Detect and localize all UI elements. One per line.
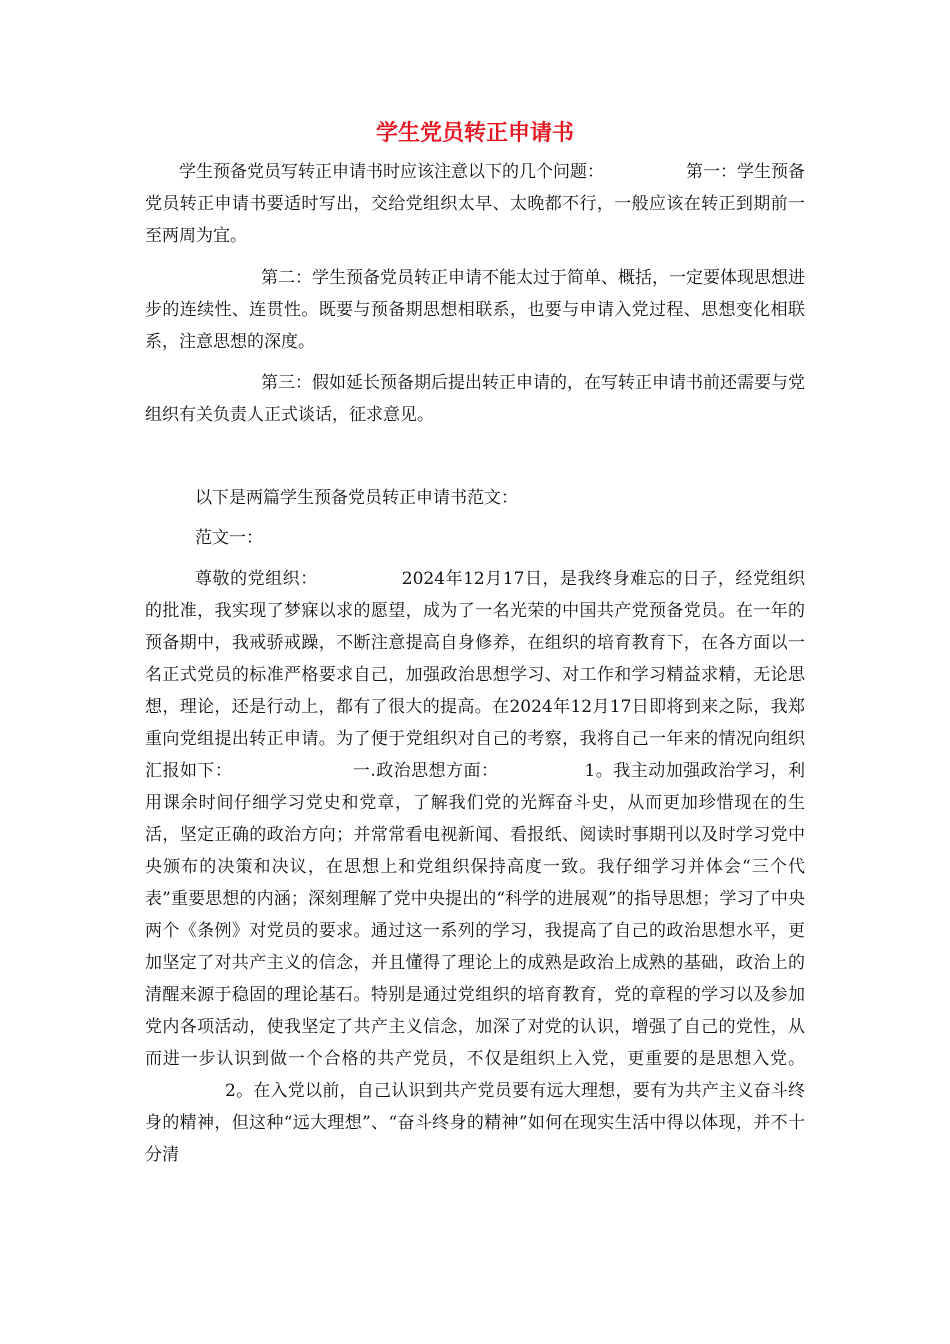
- point3-paragraph: 第三：假如延长预备期后提出转正申请的，在写转正申请书前还需要与党组织有关负责人正式谈话，征求意见。: [145, 373, 805, 425]
- samples-intro: 以下是两篇学生预备党员转正申请书范文：: [195, 488, 518, 508]
- heading-politics: 一.政治思想方面：: [352, 761, 499, 781]
- sample1-part2: 1。我主动加强政治学习，利用课余时间仔细学习党史和党章，了解我们党的光辉奋斗史，从而更加珍惜现在的生活，坚定正确的政治方向；并常常看电视新闻、看报纸、阅读时事期刊以及时学习党中央颁布的决策和决议，在思想上和党组织保持高度一致。我仔细学习并体会“三个代表”重要思想的内涵；深刻理解了党中央提出的“科学的进展观”的指导思想；学习了中央两个《条例》对党员的要求。通过这一系列的学习，我提高了自己的政治思想水平，更加坚定了对共产主义的信念，并且懂得了理论上的成熟是政治上成熟的基础，政治上的清醒来源于稳固的理论基石。特别是通过党组织的培育教育，党的章程的学习以及参加党内各项活动，使我坚定了共产主义信念，加深了对党的认识，增强了自己的党性，从而进一步认识到做一个合格的共产党员，不仅是组织上入党，更重要的是思想入党。: [145, 761, 806, 1069]
- point2-paragraph: 第二：学生预备党员转正申请不能太过于简单、概括，一定要体现思想进步的连续性、连贯性。既要与预备期思想相联系，也要与申请入党过程、思想变化相联系，注意思想的深度。: [145, 268, 805, 352]
- salutation: 尊敬的党组织：: [195, 569, 318, 589]
- point1-text: 学生预备党员转正申请书要适时写出，交给党组织太早、太晚都不行，一般应该在转正到期前一至两周为宜。: [145, 162, 805, 246]
- sample1-body: [145, 563, 805, 1171]
- point1-label: 第一：: [686, 162, 737, 182]
- intro-lead: 学生预备党员写转正申请书时应该注意以下的几个问题：: [179, 162, 604, 182]
- sample1-part3: 2。在入党以前，自己认识到共产党员要有远大理想，要有为共产主义奋斗终身的精神，但这种“远大理想”、“奋斗终身的精神”如何在现实生活中得以体现，并不十分清: [145, 1081, 805, 1165]
- intro-paragraph: [145, 156, 805, 252]
- document-title: 学生党员转正申请书: [375, 121, 574, 146]
- sample1-part1: 2024年12月17日，是我终身难忘的日子，经党组织的批准，我实现了梦寐以求的愿望，成为了一名光荣的中国共产党预备党员。在一年的预备期中，我戒骄戒躁，不断注意提高自身修养，在组织的培育教育下，在各方面以一名正式党员的标准严格要求自己，加强政治思想学习、对工作和学习精益求精，无论思想，理论，还是行动上，都有了很大的提高。在2024年12月17日即将到来之际，我郑重向党组提出转正申请。为了便于党组织对自己的考察，我将自己一年来的情况向组织汇报如下：: [145, 569, 806, 781]
- sample1-label: 范文一：: [195, 528, 263, 548]
